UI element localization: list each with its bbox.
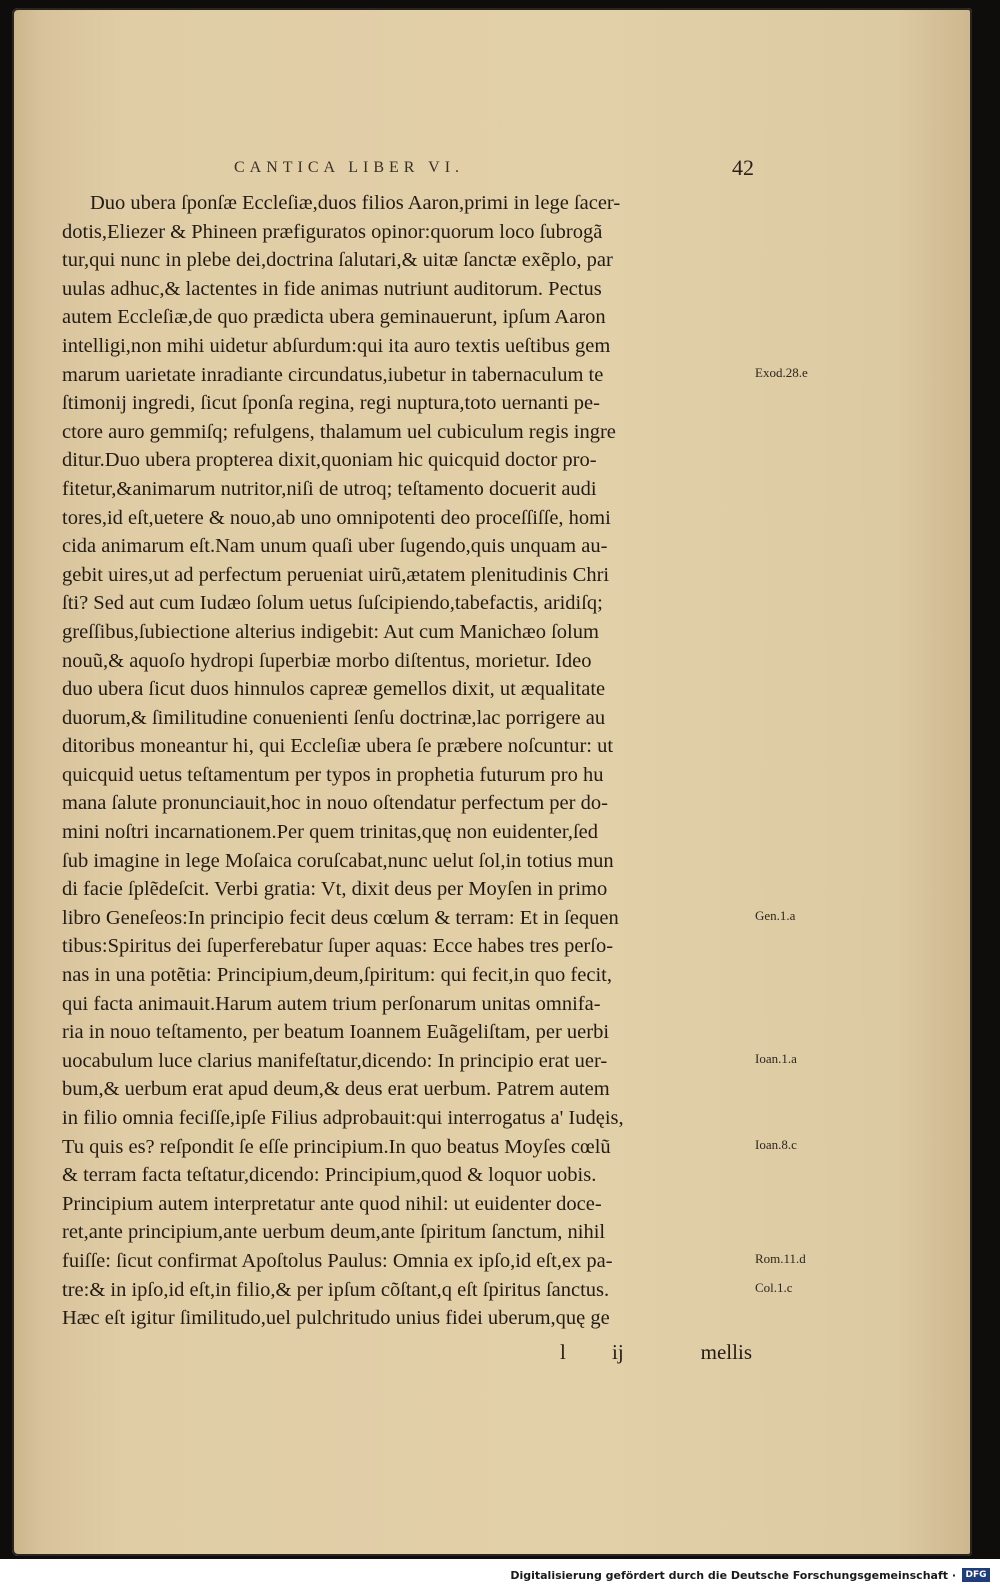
page-header [234, 155, 754, 185]
text-line: & terram facta teſtatur,dicendo: Principium,quod & loquor uobis. [62, 1164, 597, 1187]
text-line: nas in una potẽtia: Principium,deum,ſpiritum: qui fecit,in quo fecit, [62, 964, 612, 987]
text-line: libro Geneſeos:In principio fecit deus cœlum & terram: Et in ſequen [62, 906, 619, 929]
text-line: ſub imagine in lege Moſaica coruſcabat,nunc uelut ſol,in totius mun [62, 849, 614, 872]
margin-note: Exod.28.e [755, 364, 808, 380]
text-line: fuiſſe: ſicut confirmat Apoſtolus Paulus: Omnia ex ipſo,id eſt,ex pa- [62, 1249, 613, 1272]
text-line: uocabulum luce clarius manifeſtatur,dicendo: In principio erat uer- [62, 1049, 608, 1072]
text-line: intelligi,non mihi uidetur abſurdum:qui ita auro textis ueſtibus gem [62, 334, 611, 357]
dfg-logo-icon: DFG [962, 1568, 990, 1582]
text-line: duorum,& ſimilitudine conuenienti ſenſu doctrinæ,lac porrigere au [62, 706, 606, 729]
margin-note: Rom.11.d [755, 1251, 806, 1267]
text-line: Duo ubera ſponſæ Eccleſiæ,duos filios Aaron,primi in lege ſacer- [90, 192, 621, 214]
text-line: autem Eccleſiæ,de quo prædicta ubera geminauerunt, ipſum Aaron [62, 306, 606, 329]
folio-number: 42 [732, 155, 754, 180]
text-line: mana ſalute pronunciauit,hoc in nouo oſtendatur perfectum per do- [62, 792, 608, 815]
margin-note: Ioan.8.c [755, 1136, 797, 1152]
signature-number: ij [612, 1340, 624, 1364]
margin-note: Ioan.1.a [755, 1051, 797, 1066]
body-text [62, 189, 752, 1333]
text-line: in filio omnia feciſſe,ipſe Filius adprobauit:qui interrogatus a' Iudęis, [62, 1107, 624, 1129]
text-line: marum uarietate inradiante circundatus,iubetur in tabernaculum te [62, 363, 604, 386]
text-line: tur,qui nunc in plebe dei,doctrina ſalutari,& uitæ ſanctæ exẽplo, par [62, 249, 613, 272]
funding-credit: Digitalisierung gefördert durch die Deutsche Forschungsgemeinschaft · [510, 1569, 956, 1582]
text-line: quicquid uetus teſtamentum per typos in prophetia futurum pro hu [62, 763, 604, 786]
text-line: ditur.Duo ubera propterea dixit,quoniam hic quicquid doctor pro- [62, 449, 597, 472]
text-line: ria in nouo teſtamento, per beatum Ioannem Euãgeliſtam, per uerbi [62, 1021, 610, 1044]
margin-note: Gen.1.a [755, 908, 796, 923]
text-line: duo ubera ſicut duos hinnulos capreæ gemellos dixit, ut æqualitate [62, 678, 606, 701]
text-line: tores,id eſt,uetere & nouo,ab uno omnipotenti deo proceſſiſſe, homi [62, 506, 611, 529]
digitization-footer [0, 1559, 1000, 1591]
text-line: Hæc eſt igitur ſimilitudo,uel pulchritudo unius fidei uberum,quę ge [62, 1307, 610, 1330]
text-line: qui facta animauit.Harum autem trium perſonarum unitas omnifa- [62, 992, 601, 1015]
text-line: tre:& in ipſo,id eſt,in filio,& per ipſum cõſtant,q eſt ſpiritus ſanctus. [62, 1278, 610, 1301]
book-page [12, 8, 972, 1556]
text-line: Tu quis es? reſpondit ſe eſſe principium.In quo beatus Moyſes cœlũ [62, 1135, 611, 1158]
text-line: cida animarum eſt.Nam unum quaſi uber ſugendo,quis unquam au- [62, 535, 608, 558]
text-line: mini noſtri incarnationem.Per quem trinitas,quę non euidenter,ſed [62, 821, 599, 844]
running-head: CANTICA LIBER VI. [234, 159, 465, 176]
signature-mark: l [560, 1340, 566, 1364]
text-line: di facie ſplẽdeſcit. Verbi gratia: Vt, dixit deus per Moyſen in primo [62, 878, 608, 901]
margin-note: Col.1.c [755, 1279, 793, 1295]
text-line: dotis,Eliezer & Phineen præfiguratos opinor:quorum loco ſubrogã [62, 220, 603, 243]
catchword: mellis [700, 1340, 752, 1364]
text-line: ret,ante principium,ante uerbum deum,ante ſpiritum ſanctum, nihil [62, 1221, 606, 1244]
text-line: ſti? Sed aut cum Iudæo ſolum uetus ſuſcipiendo,tabefactis, aridiſq; [62, 592, 603, 615]
catch-line [552, 1338, 752, 1368]
text-line: ctore auro gemmiſq; refulgens, thalamum uel cubiculum regis ingre [62, 420, 616, 443]
text-line: ditoribus moneantur hi, qui Eccleſiæ ubera ſe præbere noſcuntur: ut [62, 735, 614, 758]
text-line: fitetur,&animarum nutritor,niſi de utroq; teſtamento docuerit audi [62, 477, 597, 500]
text-line: greſſibus,ſubiectione alterius indigebit: Aut cum Manichæo ſolum [62, 620, 599, 643]
text-line: gebit uires,ut ad perfectum perueniat uirũ,ætatem plenitudinis Chri [62, 563, 610, 586]
text-line: ſtimonij ingredi, ſicut ſponſa regina, regi nuptura,toto uernanti pe- [62, 392, 600, 415]
text-line: tibus:Spiritus dei ſuperferebatur ſuper aquas: Ecce habes tres perſo- [62, 935, 614, 958]
text-line: Principium autem interpretatur ante quod nihil: ut euidenter doce- [62, 1192, 602, 1215]
text-line: nouũ,& aquoſo hydropi ſuperbiæ morbo diſtentus, morietur. Ideo [62, 649, 592, 672]
text-line: uulas adhuc,& lactentes in fide animas nutriunt auditorum. Pectus [62, 277, 602, 300]
text-line: bum,& uerbum erat apud deum,& deus erat uerbum. Patrem autem [62, 1078, 610, 1101]
